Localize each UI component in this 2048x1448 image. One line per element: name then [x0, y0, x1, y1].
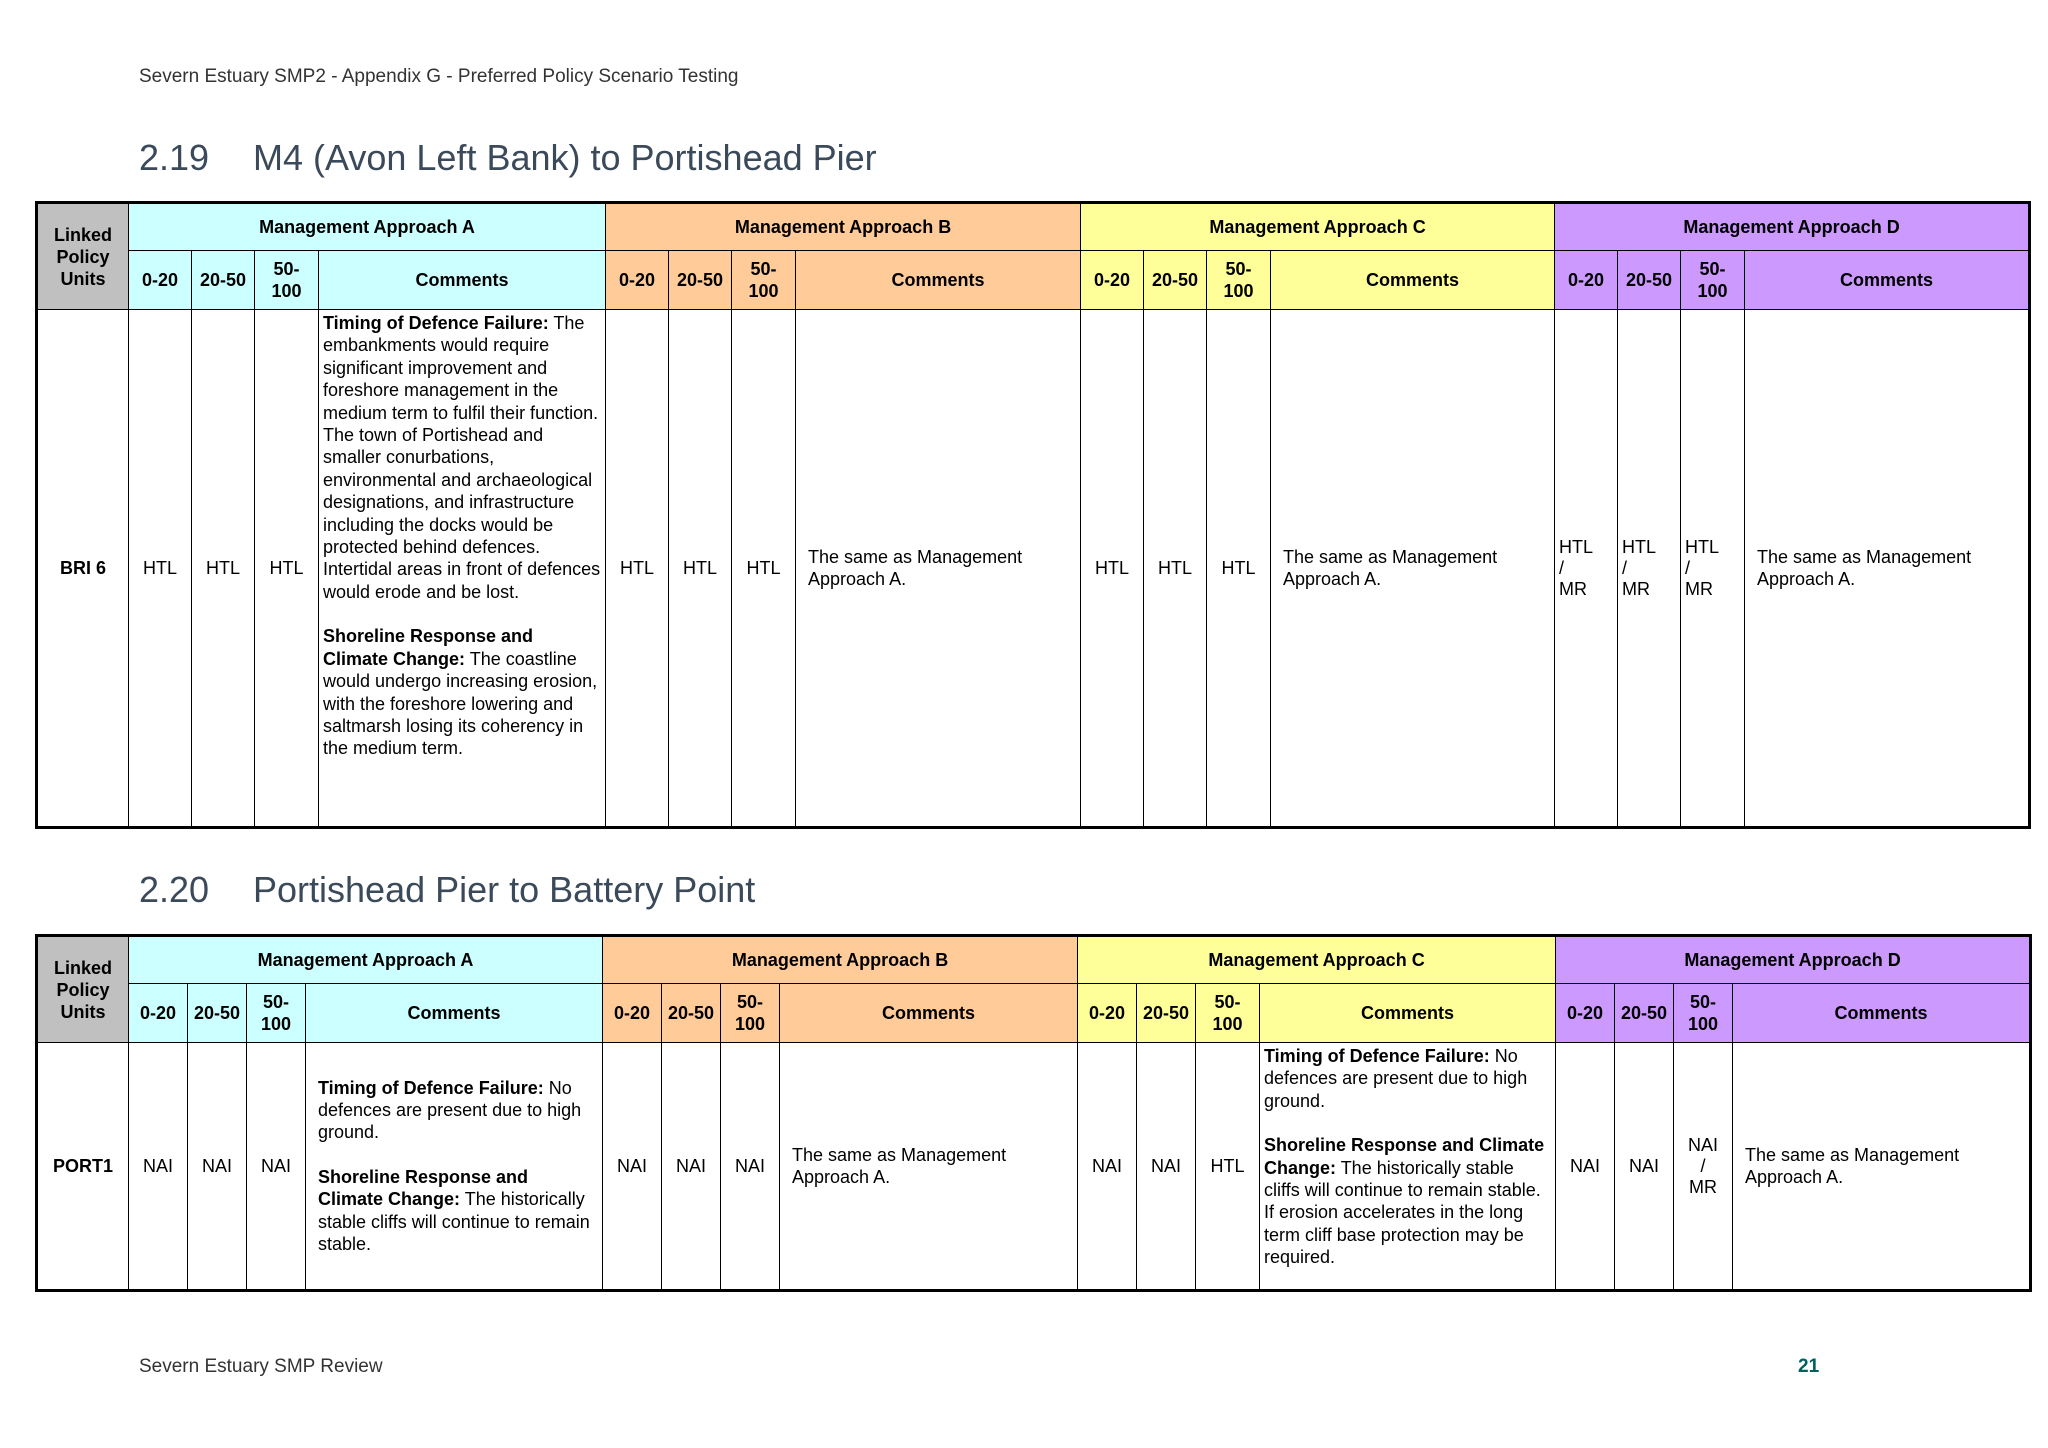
comments-header: Comments — [780, 984, 1078, 1043]
epoch-header: 50-100 — [255, 251, 319, 310]
epoch-header: 0-20 — [606, 251, 669, 310]
epoch-header: 20-50 — [1144, 251, 1207, 310]
page-number: 21 — [1798, 1356, 1820, 1377]
comments-header: Comments — [319, 251, 606, 310]
section-title-2-20 — [139, 869, 755, 911]
comment-heading: Shoreline Response and Climate Change: — [323, 626, 534, 669]
approach-b-header: Management Approach B — [603, 936, 1078, 984]
comment-heading: Shoreline Response and Climate Change: — [1264, 1135, 1545, 1178]
policy-line: HTL — [1685, 536, 1720, 557]
comment-heading: Timing of Defence Failure: — [1264, 1046, 1490, 1066]
epoch-header: 0-20 — [129, 251, 192, 310]
comment-cell — [306, 1043, 603, 1291]
comment-heading: Shoreline Response and Climate Change: — [318, 1166, 529, 1210]
approach-b-header: Management Approach B — [606, 203, 1081, 251]
epoch-header: 20-50 — [1137, 984, 1196, 1043]
comments-header: Comments — [1271, 251, 1555, 310]
comment-heading: Timing of Defence Failure: — [323, 313, 549, 333]
policy-line: HTL — [1559, 536, 1594, 557]
policy-line: HTL — [1622, 536, 1657, 557]
comment-text: The coastline would undergo increasing erosion, with the foreshore lowering and saltmarsh losing its coherency in the medium term. — [323, 648, 598, 759]
policy-line: NAI — [1688, 1134, 1719, 1155]
approach-d-header: Management Approach D — [1555, 203, 2030, 251]
policy-line: MR — [1685, 578, 1714, 599]
comment-text: The historically stable cliffs will continue to remain stable. — [318, 1189, 590, 1255]
epoch-header: 20-50 — [188, 984, 247, 1043]
policy-cell — [1618, 310, 1681, 828]
comments-header: Comments — [306, 984, 603, 1043]
epoch-header: 0-20 — [1555, 251, 1618, 310]
comment-cell — [319, 310, 606, 828]
epoch-header: 50-100 — [721, 984, 780, 1043]
section-title-2-19 — [139, 137, 877, 179]
policy-cell: HTL — [732, 310, 796, 828]
comments-header: Comments — [1260, 984, 1556, 1043]
approach-d-header: Management Approach D — [1556, 936, 2031, 984]
footer-title: Severn Estuary SMP Review — [139, 1356, 383, 1377]
policy-cell: NAI — [129, 1043, 188, 1291]
policy-cell: NAI — [1137, 1043, 1196, 1291]
policy-cell: NAI — [188, 1043, 247, 1291]
comments-header: Comments — [796, 251, 1081, 310]
table-row — [37, 310, 2030, 828]
policy-cell: NAI — [1615, 1043, 1674, 1291]
document-header: Severn Estuary SMP2 - Appendix G - Preferred Policy Scenario Testing — [139, 66, 739, 87]
policy-line: MR — [1559, 578, 1588, 599]
comment-cell: The same as Management Approach A. — [1271, 310, 1555, 828]
policy-cell: HTL — [1196, 1043, 1260, 1291]
policy-cell: HTL — [669, 310, 732, 828]
comment-text: The embankments would require significant improvement and foreshore management in the medium term to fulfil their function. The town of Portishead and smaller conurbations, environmental and archaeological designations, and infrastructure including the docks would be protected behind defences. Intertidal areas in front of defences would erode and be lost. — [323, 313, 601, 602]
epoch-header: 20-50 — [192, 251, 255, 310]
approach-c-header: Management Approach C — [1078, 936, 1556, 984]
policy-cell: HTL — [255, 310, 319, 828]
policy-line: / — [1622, 557, 1628, 578]
epoch-header: 50-100 — [1674, 984, 1733, 1043]
comment-heading: Timing of Defence Failure: — [318, 1077, 544, 1098]
comment-cell: The same as Management Approach A. — [796, 310, 1081, 828]
policy-cell: HTL — [1207, 310, 1271, 828]
policy-table-2-20 — [35, 934, 2032, 1292]
policy-cell: NAI — [603, 1043, 662, 1291]
policy-line: / — [1700, 1155, 1706, 1176]
policy-cell — [1681, 310, 1745, 828]
epoch-header: 50-100 — [732, 251, 796, 310]
approach-a-header: Management Approach A — [129, 936, 603, 984]
policy-cell: NAI — [662, 1043, 721, 1291]
policy-cell: HTL — [129, 310, 192, 828]
policy-table-2-19 — [35, 201, 2031, 829]
epoch-header: 0-20 — [1081, 251, 1144, 310]
comment-cell — [1260, 1043, 1556, 1291]
epoch-header: 50-100 — [247, 984, 306, 1043]
epoch-header: 20-50 — [662, 984, 721, 1043]
comments-header: Comments — [1733, 984, 2031, 1043]
table-row — [37, 1043, 2031, 1291]
policy-line: / — [1559, 557, 1565, 578]
epoch-header: 0-20 — [603, 984, 662, 1043]
comments-header: Comments — [1745, 251, 2030, 310]
section-number: 2.19 — [139, 137, 210, 178]
section-heading: Portishead Pier to Battery Point — [253, 869, 756, 910]
comment-cell: The same as Management Approach A. — [1745, 310, 2030, 828]
policy-line: MR — [1689, 1176, 1718, 1197]
policy-cell: NAI — [1078, 1043, 1137, 1291]
policy-cell: HTL — [606, 310, 669, 828]
comment-cell: The same as Management Approach A. — [780, 1043, 1078, 1291]
linked-policy-units-header: Linked Policy Units — [37, 203, 129, 310]
policy-cell: NAI — [1556, 1043, 1615, 1291]
section-heading: M4 (Avon Left Bank) to Portishead Pier — [253, 137, 877, 178]
policy-cell — [1555, 310, 1618, 828]
epoch-header: 50-100 — [1196, 984, 1260, 1043]
policy-cell: HTL — [1081, 310, 1144, 828]
approach-c-header: Management Approach C — [1081, 203, 1555, 251]
section-number: 2.20 — [139, 869, 210, 910]
policy-cell: NAI — [247, 1043, 306, 1291]
epoch-header: 0-20 — [1556, 984, 1615, 1043]
policy-cell — [1674, 1043, 1733, 1291]
approach-a-header: Management Approach A — [129, 203, 606, 251]
comment-cell: The same as Management Approach A. — [1733, 1043, 2031, 1291]
policy-cell: HTL — [1144, 310, 1207, 828]
policy-unit: BRI 6 — [37, 310, 129, 828]
comment-text: No defences are present due to high ground. — [1264, 1046, 1528, 1111]
epoch-header: 50-100 — [1681, 251, 1745, 310]
epoch-header: 50-100 — [1207, 251, 1271, 310]
policy-line: / — [1685, 557, 1691, 578]
policy-unit: PORT1 — [37, 1043, 129, 1291]
epoch-header: 20-50 — [1615, 984, 1674, 1043]
linked-policy-units-header: Linked Policy Units — [37, 936, 129, 1043]
comment-text: The historically stable cliffs will continue to remain stable. If erosion accelerates in the long term cliff base protection may be required. — [1264, 1157, 1541, 1268]
policy-cell: NAI — [721, 1043, 780, 1291]
epoch-header: 20-50 — [1618, 251, 1681, 310]
epoch-header: 0-20 — [1078, 984, 1137, 1043]
comment-text: No defences are present due to high ground. — [318, 1077, 582, 1143]
epoch-header: 0-20 — [129, 984, 188, 1043]
policy-cell: HTL — [192, 310, 255, 828]
epoch-header: 20-50 — [669, 251, 732, 310]
policy-line: MR — [1622, 578, 1651, 599]
